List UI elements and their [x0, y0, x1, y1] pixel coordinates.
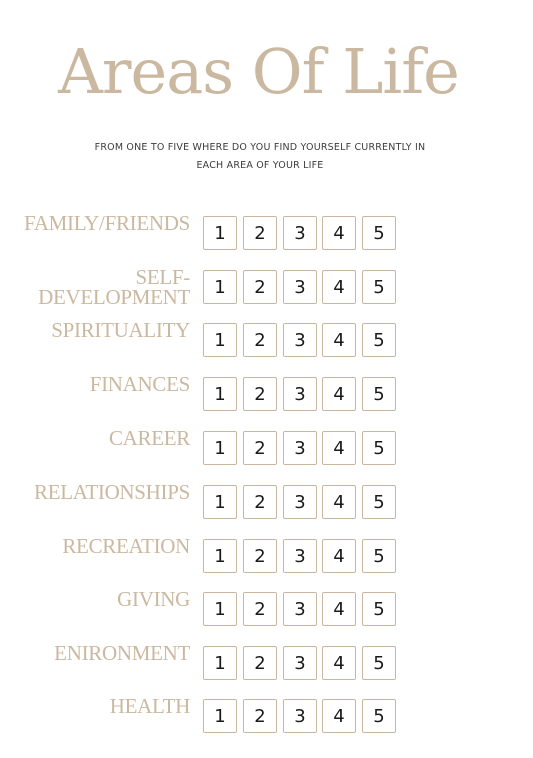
rating-box-4[interactable]: 4 [322, 270, 356, 304]
rating-box-3[interactable]: 3 [283, 699, 317, 733]
rating-box-3[interactable]: 3 [283, 539, 317, 573]
area-row [0, 587, 533, 630]
area-row [0, 211, 533, 254]
rating-box-2[interactable]: 2 [243, 539, 277, 573]
rating-box-2[interactable]: 2 [243, 592, 277, 626]
rating-box-3[interactable]: 3 [283, 216, 317, 250]
rating-box-5[interactable]: 5 [362, 377, 396, 411]
rating-box-1[interactable]: 1 [203, 699, 237, 733]
area-label [109, 428, 190, 448]
area-label [24, 213, 190, 233]
rating-box-1[interactable]: 1 [203, 323, 237, 357]
area-label [51, 320, 190, 340]
rating-box-4[interactable]: 4 [322, 699, 356, 733]
area-label-line-1: ENIRONMENT [54, 641, 190, 665]
area-label-line-2: DEVELOPMENT [38, 285, 190, 309]
rating-box-3[interactable]: 3 [283, 592, 317, 626]
area-label [90, 374, 190, 394]
rating-box-4[interactable]: 4 [322, 377, 356, 411]
rating-box-5[interactable]: 5 [362, 646, 396, 680]
area-label-line-1: FAMILY/FRIENDS [24, 211, 190, 235]
area-label-line-1: SPIRITUALITY [51, 318, 190, 342]
rating-box-2[interactable]: 2 [243, 270, 277, 304]
area-label [54, 643, 190, 663]
rating-box-1[interactable]: 1 [203, 431, 237, 465]
rating-box-4[interactable]: 4 [322, 431, 356, 465]
rating-box-4[interactable]: 4 [322, 646, 356, 680]
area-label [34, 482, 190, 502]
rating-box-5[interactable]: 5 [362, 270, 396, 304]
area-row [0, 318, 533, 361]
area-row [0, 426, 533, 469]
instructions-line-1: FROM ONE TO FIVE WHERE DO YOU FIND YOURSELF CURRENTLY IN [94, 142, 426, 153]
area-row [0, 480, 533, 523]
rating-box-3[interactable]: 3 [283, 377, 317, 411]
area-label-line-1: GIVING [117, 587, 190, 611]
area-label [110, 696, 190, 716]
rating-box-3[interactable]: 3 [283, 270, 317, 304]
instructions-line-2: EACH AREA OF YOUR LIFE [196, 160, 324, 171]
rating-box-5[interactable]: 5 [362, 216, 396, 250]
rating-box-4[interactable]: 4 [322, 485, 356, 519]
rating-box-1[interactable]: 1 [203, 377, 237, 411]
rating-box-3[interactable]: 3 [283, 485, 317, 519]
rating-box-4[interactable]: 4 [322, 592, 356, 626]
rating-box-4[interactable]: 4 [322, 216, 356, 250]
rating-box-1[interactable]: 1 [203, 592, 237, 626]
rating-box-2[interactable]: 2 [243, 216, 277, 250]
area-label [62, 536, 190, 556]
area-label-line-1: RECREATION [62, 534, 190, 558]
rating-box-5[interactable]: 5 [362, 592, 396, 626]
area-row [0, 534, 533, 577]
area-row [0, 265, 533, 309]
rating-box-1[interactable]: 1 [203, 539, 237, 573]
rating-box-2[interactable]: 2 [243, 323, 277, 357]
rating-box-5[interactable]: 5 [362, 699, 396, 733]
rating-box-1[interactable]: 1 [203, 485, 237, 519]
rating-box-3[interactable]: 3 [283, 323, 317, 357]
rating-box-4[interactable]: 4 [322, 539, 356, 573]
area-label-line-1: FINANCES [89, 372, 190, 396]
area-row [0, 641, 533, 684]
area-label [38, 267, 190, 307]
rating-box-2[interactable]: 2 [243, 377, 277, 411]
area-label-line-1: HEALTH [109, 694, 190, 718]
rating-box-1[interactable]: 1 [203, 216, 237, 250]
rating-box-5[interactable]: 5 [362, 431, 396, 465]
rating-box-5[interactable]: 5 [362, 539, 396, 573]
rating-box-2[interactable]: 2 [243, 431, 277, 465]
rating-box-5[interactable]: 5 [362, 323, 396, 357]
rating-box-3[interactable]: 3 [283, 431, 317, 465]
area-label [117, 589, 190, 609]
rating-box-1[interactable]: 1 [203, 646, 237, 680]
rating-box-2[interactable]: 2 [243, 646, 277, 680]
area-label-line-1: RELATIONSHIPS [34, 480, 190, 504]
rating-box-2[interactable]: 2 [243, 699, 277, 733]
area-row [0, 694, 533, 737]
page-title: Areas Of Life [58, 35, 459, 108]
rating-box-3[interactable]: 3 [283, 646, 317, 680]
area-label-line-1: SELF- [135, 265, 190, 289]
rating-box-4[interactable]: 4 [322, 323, 356, 357]
rating-box-1[interactable]: 1 [203, 270, 237, 304]
area-row [0, 372, 533, 415]
rating-box-5[interactable]: 5 [362, 485, 396, 519]
rating-box-2[interactable]: 2 [243, 485, 277, 519]
area-label-line-1: CAREER [108, 426, 190, 450]
instructions [40, 139, 480, 175]
